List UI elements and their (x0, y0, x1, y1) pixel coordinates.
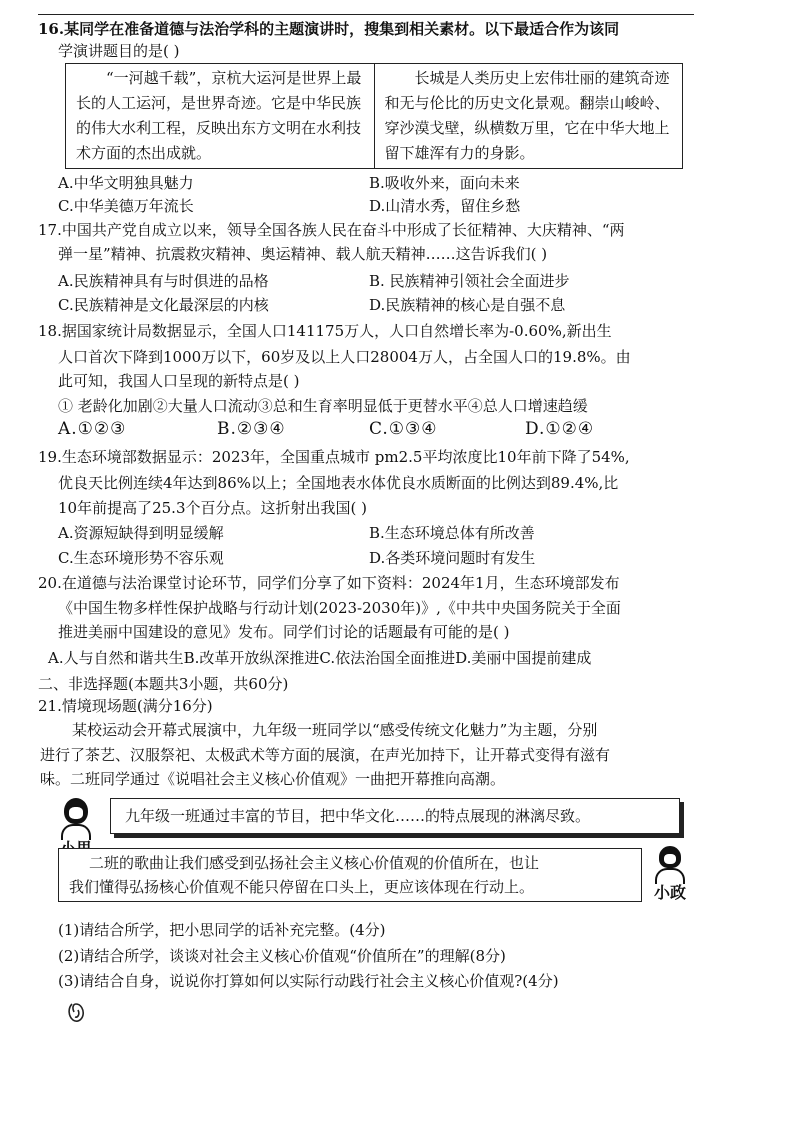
q21-sub2: (2)请结合所学，谈谈对社会主义核心价值观“价值所在”的理解(8分) (58, 947, 506, 965)
section2-heading: 二、非选择题(本题共3小题，共60分) (38, 675, 289, 693)
q19-option-b[interactable]: B.生态环境总体有所改善 (369, 524, 535, 542)
q18-stem-line2: 人口首次下降到1000万以下，60岁及以上人口28004万人，占全国人口的19.8%。由 (58, 348, 631, 366)
q16-material-right: 长城是人类历史上宏伟壮丽的建筑奇迹和无与伦比的历史文化景观。翻崇山峻岭、穿沙漠戈壁，纵横数万里，它在中华大地上留下雄浑有力的身影。 (374, 64, 683, 168)
q17-option-d[interactable]: D.民族精神的核心是自强不息 (369, 296, 566, 314)
q16-stem-line1: 16.某同学在准备道德与法治学科的主题演讲时，搜集到相关素材。以下最适合作为该同 (38, 20, 620, 38)
q18-option-d[interactable]: D.①②④ (525, 419, 595, 439)
q16-option-d[interactable]: D.山清水秀，留住乡愁 (369, 197, 521, 215)
q16-option-b[interactable]: B.吸收外来，面向未来 (369, 174, 520, 192)
q17-option-b[interactable]: B. 民族精神引领社会全面进步 (369, 272, 570, 290)
girl-head-icon (64, 798, 88, 824)
q19-option-d[interactable]: D.各类环境问题时有发生 (369, 549, 536, 567)
q21-sub1: (1)请结合所学，把小思同学的话补充完整。(4分) (58, 921, 386, 939)
q18-items: ① 老龄化加剧②大量人口流动③总和生育率明显低于更替水平④总人口增速趋缓 (58, 397, 588, 415)
xiaozheng-name: 小政 (653, 883, 686, 902)
q20-options[interactable]: A.人与自然和谐共生B.改革开放纵深推进C.依法治国全面推进D.美丽中国提前建成 (48, 649, 592, 667)
q20-stem-line2: 《中国生物多样性保护战略与行动计划(2023-2030年)》,《中共中央国务院关于全面 (58, 599, 621, 617)
q18-option-b[interactable]: B.②③④ (217, 419, 286, 439)
q21-sub3: (3)请结合自身，说说你打算如何以实际行动践行社会主义核心价值观?(4分) (58, 972, 559, 990)
q21-para-line3: 味。二班同学通过《说唱社会主义核心价值观》一曲把开幕推向高潮。 (40, 770, 506, 788)
q19-stem-line3: 10年前提高了25.3个百分点。这折射出我国( ) (58, 499, 367, 517)
xiaosi-speech-bubble (110, 798, 680, 834)
q18-option-a[interactable]: A.①②③ (58, 419, 127, 439)
scribble-mark-icon (66, 1000, 88, 1024)
q16-material-table (65, 63, 683, 169)
q17-option-c[interactable]: C.民族精神是文化最深层的内核 (58, 296, 269, 314)
q19-option-c[interactable]: C.生态环境形势不容乐观 (58, 549, 224, 567)
q20-stem-line1: 20.在道德与法治课堂讨论环节，同学们分享了如下资料：2024年1月，生态环境部发布 (38, 574, 620, 592)
q16-stem-line2: 学演讲题目的是( ) (58, 42, 180, 60)
q18-stem-line1: 18.据国家统计局数据显示，全国人口141175万人，人口自然增长率为-0.60%,新出生 (38, 322, 612, 340)
top-rule (38, 14, 694, 15)
xiaozheng-speech-bubble (58, 848, 642, 902)
q16-option-c[interactable]: C.中华美德万年流长 (58, 197, 194, 215)
q19-option-a[interactable]: A.资源短缺得到明显缓解 (58, 524, 224, 542)
q20-stem-line3: 推进美丽中国建设的意见》发布。同学们讨论的话题最有可能的是( ) (58, 623, 510, 641)
q17-stem-line1: 17.中国共产党自成立以来，领导全国各族人民在奋斗中形成了长征精神、大庆精神、“两 (38, 221, 625, 239)
q19-stem-line1: 19.生态环境部数据显示：2023年，全国重点城市 pm2.5平均浓度比10年前下降了54%, (38, 448, 630, 466)
xiaosi-text: 九年级一班通过丰富的节目，把中华文化……的特点展现的淋漓尽致。 (125, 807, 591, 825)
q17-option-a[interactable]: A.民族精神具有与时俱进的品格 (58, 272, 269, 290)
xiaozheng-avatar (648, 846, 692, 902)
xiaozheng-line2: 我们懂得弘扬核心价值观不能只停留在口头上，更应该体现在行动上。 (69, 878, 535, 896)
q16-material-left: “一河越千载”，京杭大运河是世界上最长的人工运河，是世界奇迹。它是中华民族的伟大水利工程，反映出东方文明在水利技术方面的杰出成就。 (76, 69, 362, 162)
q21-title: 21.情境现场题(满分16分) (38, 697, 213, 715)
q18-option-c[interactable]: C.①③④ (369, 419, 438, 439)
q18-stem-line3: 此可知，我国人口呈现的新特点是( ) (58, 372, 300, 390)
xiaozheng-line1: 二班的歌曲让我们感受到弘扬社会主义核心价值观的价值所在，也让 (89, 854, 540, 872)
q21-para-line2: 进行了茶艺、汉服祭祀、太极武术等方面的展演，在声光加持下，让开幕式变得有滋有 (40, 746, 611, 764)
q16-option-a[interactable]: A.中华文明独具魅力 (58, 174, 194, 192)
q19-stem-line2: 优良天比例连续4年达到86%以上；全国地表水体优良水质断面的比例达到89.4%,比 (58, 474, 619, 492)
q21-para-line1: 某校运动会开幕式展演中，九年级一班同学以“感受传统文化魅力”为主题，分别 (72, 721, 598, 739)
q17-stem-line2: 弹一星”精神、抗震救灾精神、奥运精神、载人航天精神……这告诉我们( ) (58, 245, 548, 263)
boy-head-icon (659, 846, 681, 868)
